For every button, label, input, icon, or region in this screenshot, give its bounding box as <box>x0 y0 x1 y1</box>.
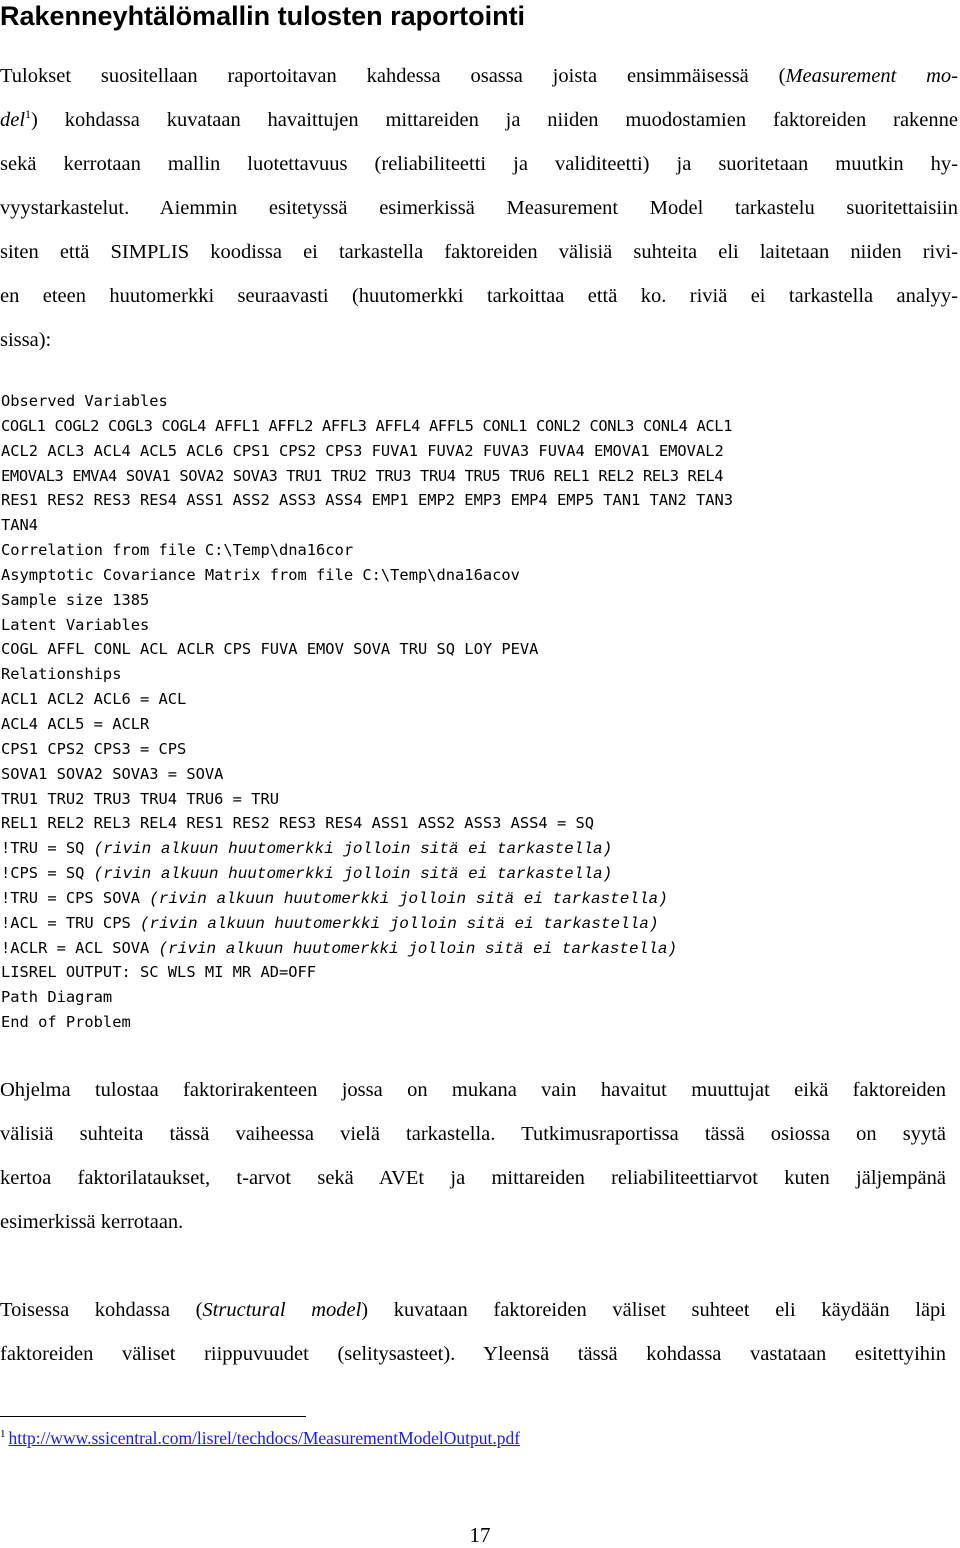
text-line: Tulokset suositellaan raportoitavan kahdessa osassa joista ensimmäisessä (Measurement mo- <box>0 65 958 87</box>
code-line: Correlation from file C:\Temp\dna16cor <box>1 541 354 560</box>
code-comment: (rivin alkuun huutomerkki jolloin sitä ei tarkastella) <box>140 914 659 933</box>
code-comment: (rivin alkuun huutomerkki jolloin sitä ei tarkastella) <box>93 865 613 884</box>
code-line: ACL4 ACL5 = ACLR <box>1 714 150 733</box>
text-line: esimerkissä kerrotaan. <box>0 1211 184 1233</box>
footnote-link[interactable]: http://www.ssicentral.com/lisrel/techdocs/MeasurementModelOutput.pdf <box>8 1428 521 1448</box>
footnote-ref[interactable]: 1 <box>25 107 32 122</box>
commented-code-line: !CPS = SQ (rivin alkuun huutomerkki jolloin sitä ei tarkastella) <box>1 864 613 884</box>
code-line: ACL2 ACL3 ACL4 ACL5 ACL6 CPS1 CPS2 CPS3 FUVA1 FUVA2 FUVA3 FUVA4 EMOVA1 EMOVAL2 <box>1 441 724 460</box>
code-line: TAN4 <box>1 516 39 535</box>
footnote <box>0 1428 520 1449</box>
code-comment: (rivin alkuun huutomerkki jolloin sitä ei tarkastella) <box>149 889 668 908</box>
simplis-code-block <box>1 389 958 1035</box>
code-line: COGL AFFL CONL ACL ACLR CPS FUVA EMOV SOVA TRU SQ LOY PEVA <box>1 640 539 659</box>
commented-code-line: !TRU = CPS SOVA (rivin alkuun huutomerkki jolloin sitä ei tarkastella) <box>1 888 668 908</box>
intro-paragraph <box>0 54 958 362</box>
text-line: faktoreiden väliset riippuvuudet (selitysasteet). Yleensä tässä kohdassa vastataan esitettyihin <box>0 1343 946 1365</box>
footnote-number: 1 <box>0 1428 6 1441</box>
code-line: SOVA1 SOVA2 SOVA3 = SOVA <box>1 764 224 783</box>
emphasis-term: del <box>0 109 26 131</box>
code-line: REL1 REL2 REL3 REL4 RES1 RES2 RES3 RES4 ASS1 ASS2 ASS3 ASS4 = SQ <box>1 814 595 833</box>
text-line: Toisessa kohdassa (Structural model) kuvataan faktoreiden väliset suhteet eli käydään läpi <box>0 1299 946 1321</box>
code-line: End of Problem <box>1 1013 131 1032</box>
code-comment: (rivin alkuun huutomerkki jolloin sitä ei tarkastella) <box>93 840 613 859</box>
output-paragraph <box>0 1068 946 1244</box>
code-line: COGL1 COGL2 COGL3 COGL4 AFFL1 AFFL2 AFFL3 AFFL4 AFFL5 CONL1 CONL2 CONL3 CONL4 ACL1 <box>1 416 733 435</box>
code-line: Sample size 1385 <box>1 590 150 609</box>
code-line: Relationships <box>1 665 122 684</box>
text-line: vyystarkastelut. Aiemmin esitetyssä esimerkissä Measurement Model tarkastelu suoritettaisiin <box>0 197 958 219</box>
code-line: Asymptotic Covariance Matrix from file C:\Temp\dna16acov <box>1 565 520 584</box>
structural-paragraph <box>0 1288 946 1376</box>
emphasis-term: Measurement mo- <box>785 65 958 87</box>
text-line: sekä kerrotaan mallin luotettavuus (reliabiliteetti ja validiteetti) ja suoritetaan muutkin hy- <box>0 153 958 175</box>
code-line: ACL1 ACL2 ACL6 = ACL <box>1 690 187 709</box>
code-line: LISREL OUTPUT: SC WLS MI MR AD=OFF <box>1 963 317 982</box>
commented-code-line: !ACL = TRU CPS (rivin alkuun huutomerkki jolloin sitä ei tarkastella) <box>1 913 659 933</box>
text-line: en eteen huutomerkki seuraavasti (huutomerkki tarkoittaa että ko. riviä ei tarkastella analyy- <box>0 285 958 307</box>
code-line: CPS1 CPS2 CPS3 = CPS <box>1 739 187 758</box>
code-line: TRU1 TRU2 TRU3 TRU4 TRU6 = TRU <box>1 789 279 808</box>
code-line: Path Diagram <box>1 988 113 1007</box>
text-line: siten että SIMPLIS koodissa ei tarkastella faktoreiden välisiä suhteita eli laitetaan niiden rivi- <box>0 241 958 263</box>
code-line: RES1 RES2 RES3 RES4 ASS1 ASS2 ASS3 ASS4 EMP1 EMP2 EMP3 EMP4 EMP5 TAN1 TAN2 TAN3 <box>1 491 734 510</box>
section-title: Rakenneyhtälömallin tulosten raportointi <box>0 1 526 31</box>
code-line: Latent Variables <box>1 615 150 634</box>
page-number: 17 <box>469 1523 491 1547</box>
commented-code-line: !ACLR = ACL SOVA (rivin alkuun huutomerkki jolloin sitä ei tarkastella) <box>1 938 678 958</box>
commented-code-line: !TRU = SQ (rivin alkuun huutomerkki jolloin sitä ei tarkastella) <box>1 839 613 859</box>
text-line: kertoa faktorilataukset, t-arvot sekä AVEt ja mittareiden reliabiliteettiarvot kuten jäljempänä <box>0 1167 946 1189</box>
emphasis-term: Structural model <box>202 1299 362 1321</box>
text-line: välisiä suhteita tässä vaiheessa vielä tarkastella. Tutkimusraportissa tässä osiossa on syytä <box>0 1123 946 1145</box>
code-line: EMOVAL3 EMVA4 SOVA1 SOVA2 SOVA3 TRU1 TRU2 TRU3 TRU4 TRU5 TRU6 REL1 REL2 REL3 REL4 <box>1 466 724 485</box>
text-line: Ohjelma tulostaa faktorirakenteen jossa on mukana vain havaitut muuttujat eikä faktoreiden <box>0 1079 946 1101</box>
code-line: Observed Variables <box>1 392 168 410</box>
footnote-divider <box>0 1416 306 1417</box>
text-line: sissa): <box>0 329 52 351</box>
text-line: del$^1$) kohdassa kuvataan havaittujen mittareiden ja niiden muodostamien faktoreiden rakenne <box>0 107 958 131</box>
code-comment: (rivin alkuun huutomerkki jolloin sitä ei tarkastella) <box>158 939 678 958</box>
